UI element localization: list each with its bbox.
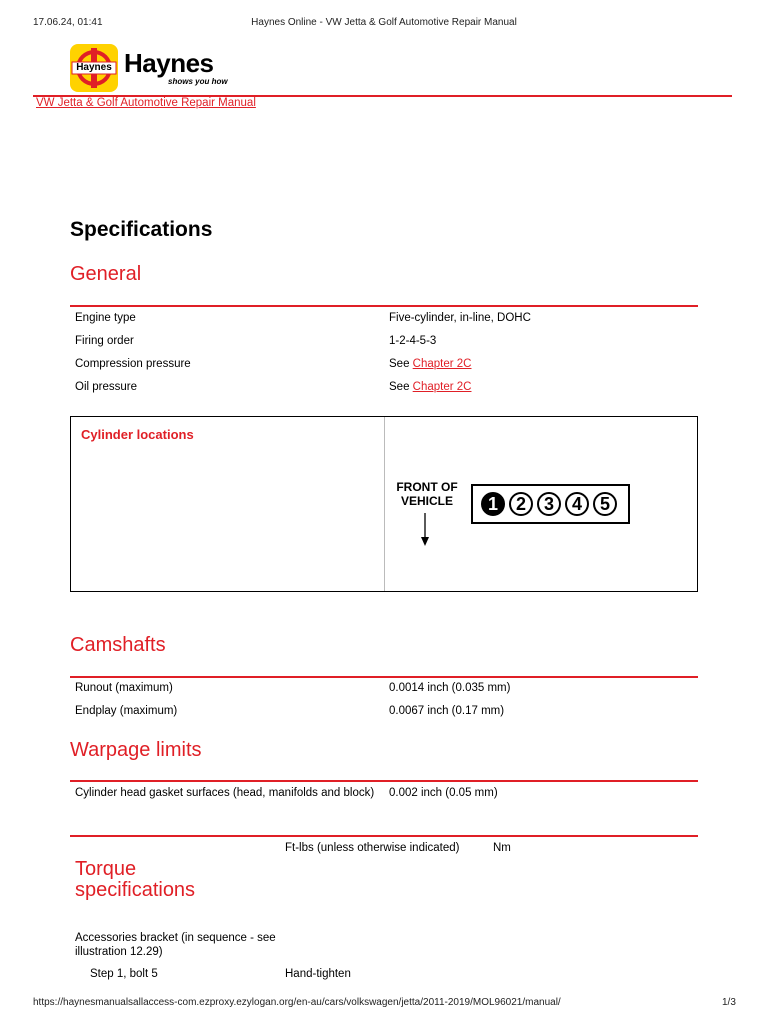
- front-arrow-icon: [419, 513, 431, 547]
- general-heading: General: [70, 263, 142, 285]
- print-page-title: Haynes Online - VW Jetta & Golf Automotive Repair Manual: [251, 17, 517, 28]
- cylinder-locations-label: Cylinder locations: [81, 427, 194, 442]
- torque-heading: [75, 859, 195, 901]
- spec-label: Runout (maximum): [75, 682, 173, 694]
- spec-value-prefix: See: [389, 358, 413, 370]
- spec-value: 0.0014 inch (0.035 mm): [389, 682, 511, 694]
- torque-divider: [70, 835, 698, 837]
- manual-breadcrumb-link[interactable]: VW Jetta & Golf Automotive Repair Manual: [36, 97, 256, 109]
- camshafts-divider: [70, 676, 698, 678]
- print-page-number: 1/3: [722, 997, 736, 1008]
- torque-item-label: Accessories bracket (in sequence - see illustration 12.29): [75, 932, 276, 958]
- front-of-vehicle-label: [385, 480, 469, 508]
- spec-value: [389, 380, 471, 394]
- torque-heading-line2: specifications: [75, 879, 196, 901]
- print-footer-url: https://haynesmanualsallaccess-com.ezproxy.ezylogan.org/en-au/cars/volkswagen/jetta/2011-2019/MOL96021/manual/: [33, 997, 561, 1008]
- spec-label: Firing order: [75, 335, 134, 347]
- print-datetime: 17.06.24, 01:41: [33, 17, 103, 28]
- logo-badge-text: Haynes: [76, 62, 112, 73]
- spec-label: Engine type: [75, 312, 136, 324]
- spec-label: Cylinder head gasket surfaces (head, manifolds and block): [75, 787, 375, 799]
- torque-step-label: Step 1, bolt 5: [90, 968, 158, 980]
- spec-label: Compression pressure: [75, 358, 191, 370]
- spec-value-prefix: See: [389, 381, 413, 393]
- spec-value: 0.002 inch (0.05 mm): [389, 787, 498, 799]
- logo-brand: Haynes: [124, 48, 214, 78]
- logo-tagline: shows you how: [168, 77, 228, 86]
- warpage-heading: Warpage limits: [70, 739, 202, 761]
- page-title: Specifications: [70, 218, 213, 241]
- cylinder-4: 4: [565, 492, 589, 516]
- cylinder-5: 5: [593, 492, 617, 516]
- cylinder-locations-box: [70, 416, 698, 592]
- torque-step-value: Hand-tighten: [285, 968, 351, 980]
- camshafts-heading: Camshafts: [70, 634, 166, 656]
- chapter-2c-link[interactable]: Chapter 2C: [412, 358, 472, 370]
- cylinder-diagram: [471, 484, 630, 524]
- spec-value: Five-cylinder, in-line, DOHC: [389, 312, 531, 324]
- cylinder-1: 1: [481, 492, 505, 516]
- torque-heading-line1: Torque: [75, 858, 137, 880]
- warpage-divider: [70, 780, 698, 782]
- torque-col-nm: Nm: [493, 842, 511, 854]
- spec-value: 1-2-4-5-3: [389, 335, 437, 347]
- general-divider: [70, 305, 698, 307]
- haynes-logo-badge[interactable]: [70, 44, 118, 92]
- front-label-line1: FRONT OF: [396, 480, 458, 494]
- spec-value: 0.0067 inch (0.17 mm): [389, 705, 505, 717]
- cylinder-3: 3: [537, 492, 561, 516]
- chapter-2c-link[interactable]: Chapter 2C: [412, 381, 472, 393]
- torque-col-ftlbs: Ft-lbs (unless otherwise indicated): [285, 842, 460, 854]
- spec-label: Oil pressure: [75, 381, 137, 393]
- spec-label: Endplay (maximum): [75, 705, 178, 717]
- spec-value: [389, 357, 471, 371]
- cylinder-2: 2: [509, 492, 533, 516]
- front-label-line2: VEHICLE: [400, 494, 453, 508]
